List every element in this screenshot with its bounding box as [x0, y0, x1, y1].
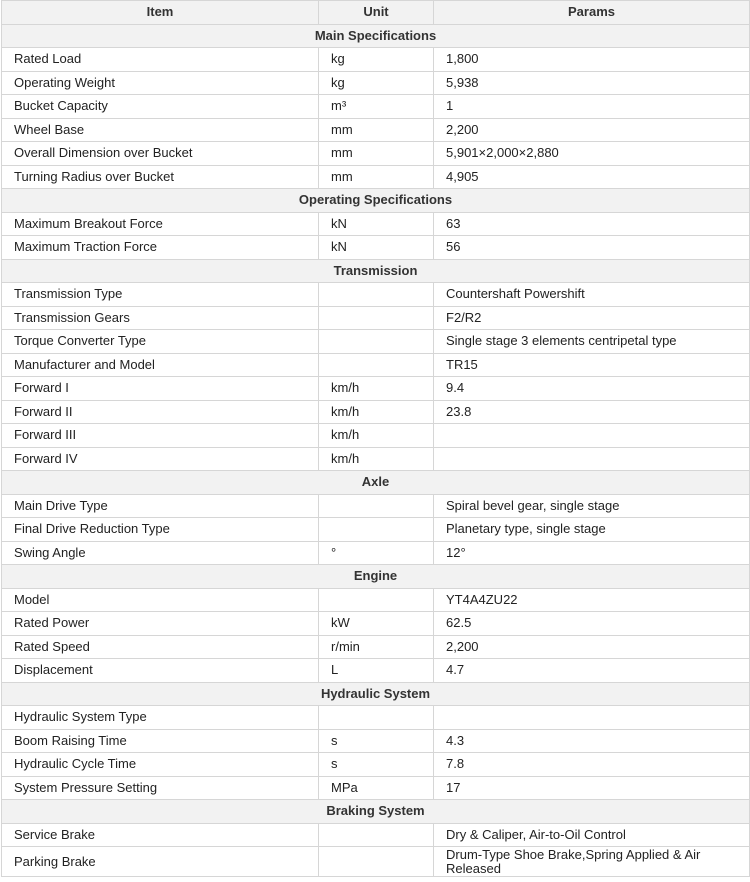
cell-item: Parking Brake	[2, 847, 319, 877]
table-row	[2, 118, 750, 142]
section-header-row	[2, 471, 750, 495]
cell-param: 4,905	[434, 165, 750, 189]
table-row	[2, 424, 750, 448]
header-item: Item	[2, 1, 319, 25]
cell-unit: m³	[319, 95, 434, 119]
cell-item: Forward IV	[2, 447, 319, 471]
table-row	[2, 377, 750, 401]
cell-unit: °	[319, 541, 434, 565]
cell-item: Service Brake	[2, 823, 319, 847]
spec-table	[1, 0, 750, 877]
header-unit: Unit	[319, 1, 434, 25]
section-header-row	[2, 24, 750, 48]
cell-item: Maximum Traction Force	[2, 236, 319, 260]
cell-unit: mm	[319, 165, 434, 189]
table-row	[2, 753, 750, 777]
cell-unit: km/h	[319, 377, 434, 401]
table-row	[2, 142, 750, 166]
cell-param: Dry & Caliper, Air-to-Oil Control	[434, 823, 750, 847]
cell-item: Overall Dimension over Bucket	[2, 142, 319, 166]
cell-unit: kN	[319, 236, 434, 260]
cell-item: Rated Power	[2, 612, 319, 636]
cell-item: Boom Raising Time	[2, 729, 319, 753]
table-row	[2, 729, 750, 753]
table-row	[2, 71, 750, 95]
table-row	[2, 353, 750, 377]
table-row	[2, 306, 750, 330]
table-row	[2, 400, 750, 424]
cell-param: 4.3	[434, 729, 750, 753]
cell-unit: mm	[319, 118, 434, 142]
cell-unit	[319, 494, 434, 518]
cell-item: Manufacturer and Model	[2, 353, 319, 377]
cell-item: Rated Speed	[2, 635, 319, 659]
cell-item: Forward I	[2, 377, 319, 401]
cell-unit: s	[319, 729, 434, 753]
table-row	[2, 612, 750, 636]
cell-param: TR15	[434, 353, 750, 377]
cell-param: 2,200	[434, 118, 750, 142]
cell-param: Single stage 3 elements centripetal type	[434, 330, 750, 354]
cell-item: Rated Load	[2, 48, 319, 72]
table-row	[2, 659, 750, 683]
table-header-row	[2, 1, 750, 25]
cell-item: Operating Weight	[2, 71, 319, 95]
cell-unit: km/h	[319, 424, 434, 448]
cell-item: Maximum Breakout Force	[2, 212, 319, 236]
cell-unit: km/h	[319, 447, 434, 471]
table-row	[2, 330, 750, 354]
cell-item: Torque Converter Type	[2, 330, 319, 354]
cell-unit: L	[319, 659, 434, 683]
section-header-row	[2, 682, 750, 706]
section-title: Axle	[2, 471, 750, 495]
cell-param: 56	[434, 236, 750, 260]
cell-unit	[319, 283, 434, 307]
table-row	[2, 48, 750, 72]
cell-param: Drum-Type Shoe Brake,Spring Applied & Air Released	[434, 847, 750, 877]
cell-item: Forward II	[2, 400, 319, 424]
cell-param: F2/R2	[434, 306, 750, 330]
table-row	[2, 95, 750, 119]
cell-unit: r/min	[319, 635, 434, 659]
header-params: Params	[434, 1, 750, 25]
cell-param: 5,938	[434, 71, 750, 95]
cell-param: 1,800	[434, 48, 750, 72]
section-title: Main Specifications	[2, 24, 750, 48]
cell-unit	[319, 330, 434, 354]
cell-param: Planetary type, single stage	[434, 518, 750, 542]
table-row	[2, 283, 750, 307]
table-row	[2, 541, 750, 565]
cell-item: Displacement	[2, 659, 319, 683]
cell-unit: mm	[319, 142, 434, 166]
cell-param: 9.4	[434, 377, 750, 401]
cell-item: System Pressure Setting	[2, 776, 319, 800]
section-header-row	[2, 800, 750, 824]
cell-param: 2,200	[434, 635, 750, 659]
section-header-row	[2, 565, 750, 589]
cell-unit: km/h	[319, 400, 434, 424]
cell-item: Hydraulic Cycle Time	[2, 753, 319, 777]
cell-param	[434, 424, 750, 448]
table-row	[2, 847, 750, 877]
table-row	[2, 212, 750, 236]
table-row	[2, 706, 750, 730]
section-title: Transmission	[2, 259, 750, 283]
cell-param: 4.7	[434, 659, 750, 683]
cell-param: 12°	[434, 541, 750, 565]
cell-param: 5,901×2,000×2,880	[434, 142, 750, 166]
cell-item: Model	[2, 588, 319, 612]
section-title: Engine	[2, 565, 750, 589]
section-header-row	[2, 189, 750, 213]
cell-unit	[319, 706, 434, 730]
cell-param: 62.5	[434, 612, 750, 636]
cell-param: 23.8	[434, 400, 750, 424]
spec-table-body	[2, 24, 750, 877]
table-row	[2, 165, 750, 189]
cell-param: 1	[434, 95, 750, 119]
cell-param: 17	[434, 776, 750, 800]
table-row	[2, 823, 750, 847]
cell-item: Forward III	[2, 424, 319, 448]
cell-param	[434, 706, 750, 730]
cell-param: 7.8	[434, 753, 750, 777]
cell-item: Transmission Type	[2, 283, 319, 307]
cell-item: Hydraulic System Type	[2, 706, 319, 730]
cell-item: Bucket Capacity	[2, 95, 319, 119]
cell-param: 63	[434, 212, 750, 236]
cell-item: Transmission Gears	[2, 306, 319, 330]
cell-unit	[319, 353, 434, 377]
table-row	[2, 635, 750, 659]
cell-param: YT4A4ZU22	[434, 588, 750, 612]
cell-unit	[319, 823, 434, 847]
cell-item: Wheel Base	[2, 118, 319, 142]
cell-item: Swing Angle	[2, 541, 319, 565]
cell-param: Spiral bevel gear, single stage	[434, 494, 750, 518]
cell-item: Final Drive Reduction Type	[2, 518, 319, 542]
cell-unit	[319, 518, 434, 542]
section-header-row	[2, 259, 750, 283]
table-row	[2, 588, 750, 612]
table-row	[2, 518, 750, 542]
cell-param: Countershaft Powershift	[434, 283, 750, 307]
cell-param	[434, 447, 750, 471]
cell-unit: kg	[319, 48, 434, 72]
cell-unit: kg	[319, 71, 434, 95]
cell-unit	[319, 847, 434, 877]
cell-unit: kN	[319, 212, 434, 236]
cell-item: Turning Radius over Bucket	[2, 165, 319, 189]
section-title: Hydraulic System	[2, 682, 750, 706]
cell-unit: s	[319, 753, 434, 777]
cell-unit: MPa	[319, 776, 434, 800]
table-row	[2, 494, 750, 518]
table-row	[2, 236, 750, 260]
cell-unit	[319, 588, 434, 612]
cell-unit: kW	[319, 612, 434, 636]
cell-unit	[319, 306, 434, 330]
table-row	[2, 776, 750, 800]
section-title: Operating Specifications	[2, 189, 750, 213]
cell-item: Main Drive Type	[2, 494, 319, 518]
section-title: Braking System	[2, 800, 750, 824]
table-row	[2, 447, 750, 471]
